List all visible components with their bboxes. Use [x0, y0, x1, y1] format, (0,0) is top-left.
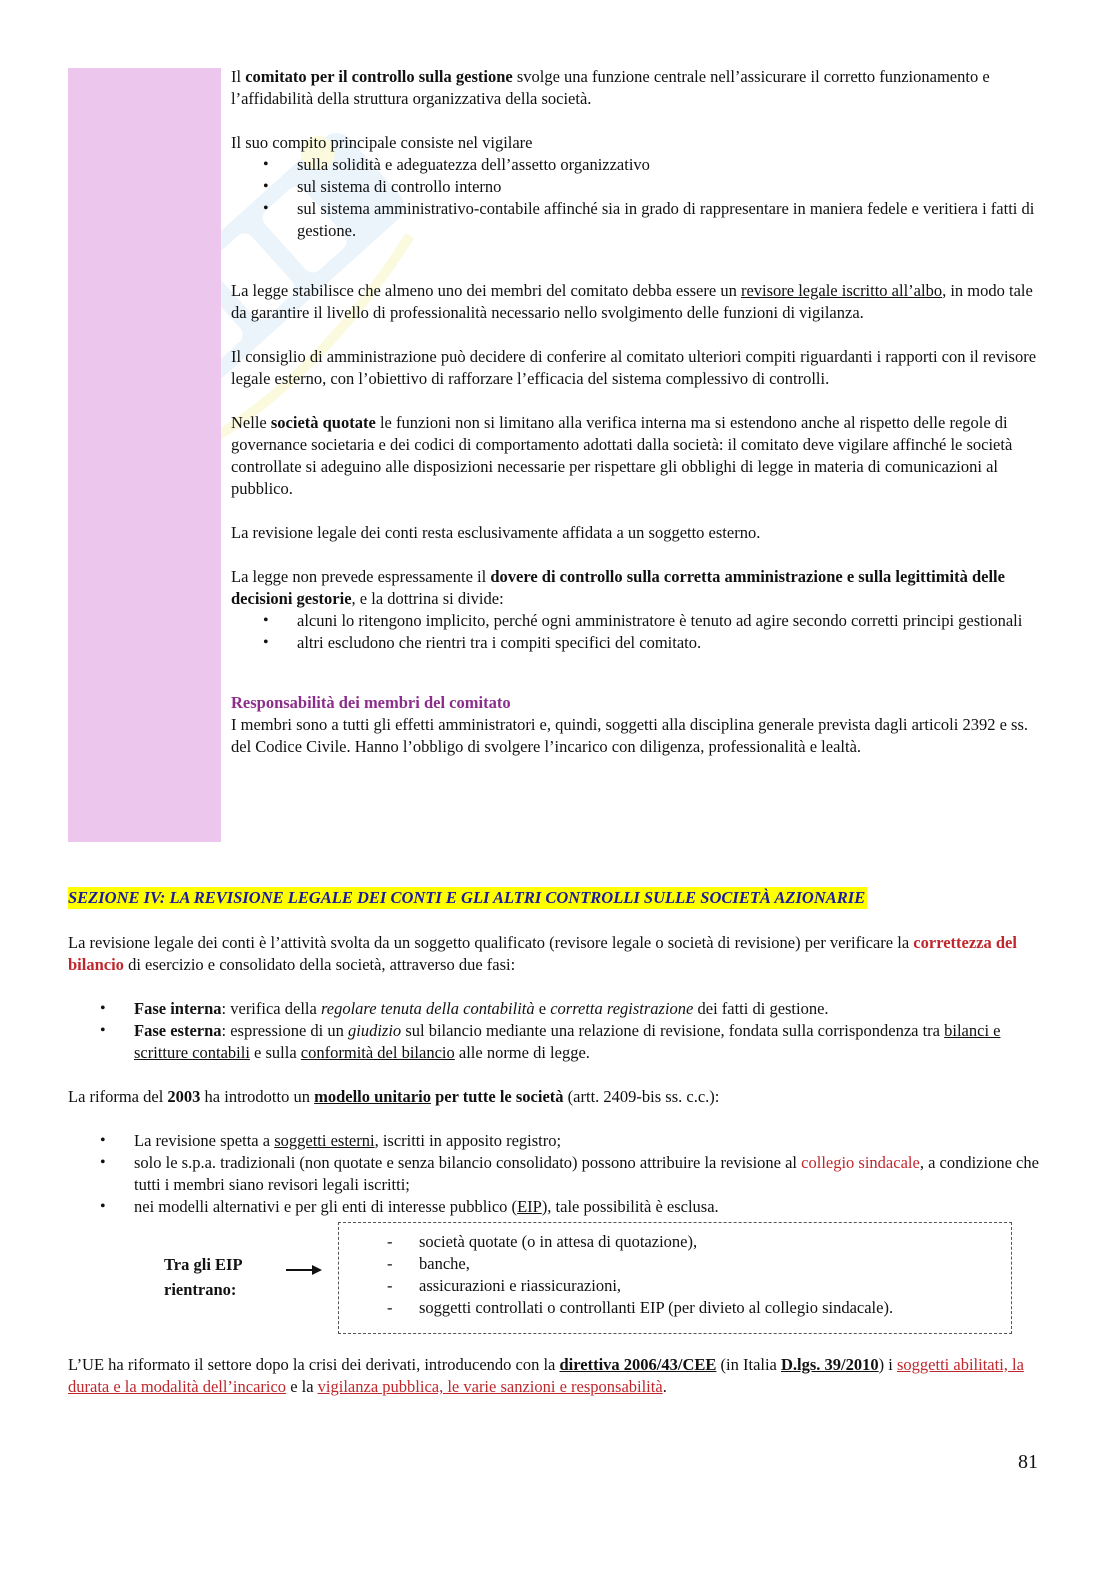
eip-label: Tra gli EIP rientrano:	[164, 1255, 243, 1299]
reform-list	[68, 1130, 1048, 1218]
eip-box	[338, 1222, 1012, 1334]
list-item: - banche,	[339, 1253, 1011, 1275]
task-list	[231, 154, 1041, 242]
list-item: • La revisione spetta a soggetti esterni, iscritti in apposito registro;	[68, 1130, 1048, 1152]
paragraph-committee-intro: Il comitato per il controllo sulla gestione svolge una funzione centrale nell’assicurare il corretto funzionamento e l’affidabilità della struttura organizzativa della società.	[231, 67, 990, 108]
paragraph-main-task: Il suo compito principale consiste nel vigilare	[231, 133, 533, 152]
paragraph-control-duty: La legge non prevede espressamente il dovere di controllo sulla corretta amministrazione e sulla legittimità delle decisioni gestorie, e la dottrina si divide:	[231, 567, 1005, 608]
paragraph-reform-2003: La riforma del 2003 ha introdotto un modello unitario per tutte le società (artt. 2409-bis ss. c.c.):	[68, 1087, 720, 1106]
audit-section	[68, 932, 1048, 1398]
list-item: - assicurazioni e riassicurazioni,	[339, 1275, 1011, 1297]
list-item: • nei modelli alternativi e per gli enti di interesse pubblico (EIP), tale possibilità è esclusa.	[68, 1196, 1048, 1218]
committee-section	[231, 66, 1041, 758]
paragraph-board-tasks: Il consiglio di amministrazione può decidere di conferire al comitato ulteriori compiti riguardanti i rapporti con il revisore legale esterno, con l’obiettivo di rafforzare l’efficacia del sistema complessivo di controlli.	[231, 347, 1037, 388]
paragraph-external-audit: La revisione legale dei conti resta esclusivamente affidata a un soggetto esterno.	[231, 523, 761, 542]
paragraph-audit-definition: La revisione legale dei conti è l’attività svolta da un soggetto qualificato (revisore legale o società di revisione) per verificare la correttezza del bilancio di esercizio e consolidato della società, attraverso due fasi:	[68, 933, 1017, 974]
sidebar-highlight-box	[68, 68, 221, 842]
list-item: • sulla solidità e adeguatezza dell’assetto organizzativo	[231, 154, 1041, 176]
phases-list	[68, 998, 1048, 1064]
page-number: 81	[1018, 1451, 1038, 1473]
paragraph-responsibility: I membri sono a tutti gli effetti amministratori e, quindi, soggetti alla disciplina generale prevista dagli articoli 2392 e ss. del Codice Civile. Hanno l’obbligo di svolgere l’incarico con diligenza, professionalità e lealtà.	[231, 715, 1029, 756]
doctrine-list	[231, 610, 1041, 654]
list-item: • alcuni lo ritengono implicito, perché ogni amministratore è tenuto ad agire secondo corretti principi gestionali	[231, 610, 1041, 632]
list-item-external-phase: • Fase esterna: espressione di un giudizio sul bilancio mediante una relazione di revisione, fondata sulla corrispondenza tra bilanci e scritture contabili e sulla conformità del bilancio alle norme di legge.	[68, 1020, 1048, 1064]
list-item: • altri escludono che rientri tra i compiti specifici del comitato.	[231, 632, 1041, 654]
list-item: • sul sistema amministrativo-contabile affinché sia in grado di rappresentare in maniera fedele e veritiera i fatti di gestione.	[231, 198, 1041, 242]
paragraph-eu-reform: L’UE ha riformato il settore dopo la crisi dei derivati, introducendo con la direttiva 2006/43/CEE (in Italia D.lgs. 39/2010) i soggetti abilitati, la durata e la modalità dell’incarico e la vigilanza pubblica, le varie sanzioni e responsabilità.	[68, 1355, 1024, 1396]
section-title: SEZIONE IV: LA REVISIONE LEGALE DEI CONTI E GLI ALTRI CONTROLLI SULLE SOCIETÀ AZIONARIE	[68, 888, 866, 907]
list-item: • solo le s.p.a. tradizionali (non quotate e senza bilancio consolidato) possono attribuire la revisione al collegio sindacale, a condizione che tutti i membri siano revisori legali iscritti;	[68, 1152, 1048, 1196]
paragraph-legal-auditor: La legge stabilisce che almeno uno dei membri del comitato debba essere un revisore legale iscritto all’albo, in modo tale da garantire il livello di professionalità necessario nello svolgimento delle funzioni di vigilanza.	[231, 281, 1033, 322]
eip-diagram	[68, 1218, 1048, 1354]
paragraph-listed-companies: Nelle società quotate le funzioni non si limitano alla verifica interna ma si estendono anche al rispetto delle regole di governance societaria e dei codici di comportamento adottati dalla società: il comitato deve vigilare affinché le società controllate si adeguino alle disposizioni necessarie per rispettare gli obblighi di legge in materia di comunicazioni al pubblico.	[231, 413, 1013, 498]
list-item: - soggetti controllati o controllanti EIP (per divieto al collegio sindacale).	[339, 1297, 1011, 1319]
responsibility-heading: Responsabilità dei membri del comitato	[231, 693, 511, 712]
list-item-internal-phase: • Fase interna: verifica della regolare tenuta della contabilità e corretta registrazione dei fatti di gestione.	[68, 998, 1048, 1020]
eip-list	[339, 1231, 1011, 1319]
list-item: • sul sistema di controllo interno	[231, 176, 1041, 198]
list-item: - società quotate (o in attesa di quotazione),	[339, 1231, 1011, 1253]
